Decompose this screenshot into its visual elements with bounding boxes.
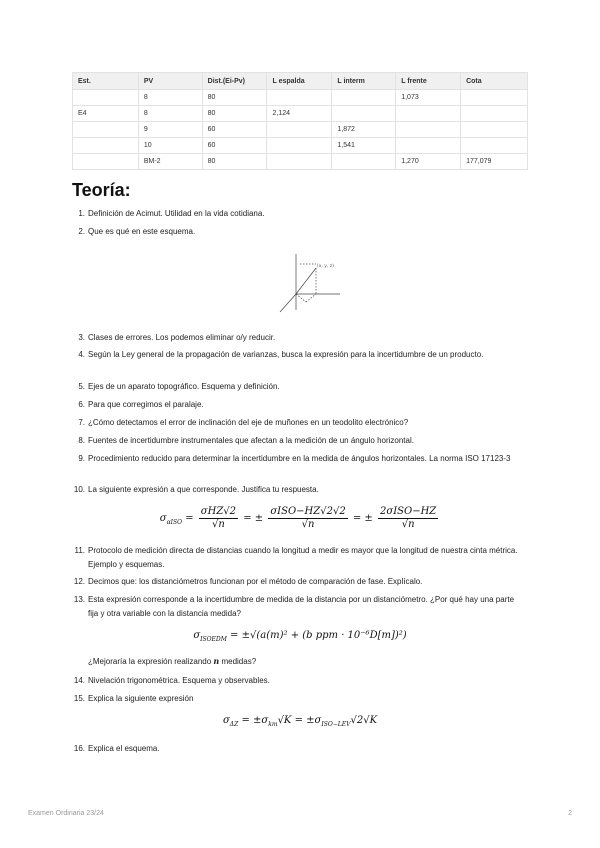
question-3 [78, 331, 518, 345]
formula-operator: = ± [352, 513, 373, 524]
cell [396, 106, 461, 122]
col-l-frente: L frente [396, 73, 461, 90]
cell [461, 138, 528, 154]
question-12 [73, 575, 518, 589]
point-label: (x, y, z) [317, 264, 334, 269]
cell [267, 154, 332, 170]
question-text: Protocolo de medición directa de distancias cuando la longitud a medir es mayor que la longitud de nuestra cinta métrica. Ejemplo y esquemas. [88, 546, 518, 569]
cell [396, 122, 461, 138]
cell [332, 90, 396, 106]
table-row [73, 90, 528, 106]
question-text: Decimos que: los distanciómetros funcionan por el método de comparación de fase. Explícalo. [88, 577, 423, 586]
question-number: 15. [73, 694, 85, 703]
cell: 9 [138, 122, 202, 138]
cell [267, 90, 332, 106]
table-row [73, 122, 528, 138]
denominator: √n [301, 519, 315, 530]
question-number: 9. [78, 454, 85, 463]
cell [396, 138, 461, 154]
cell: E4 [73, 106, 139, 122]
question-text: La siguiente expresión a que corresponde. Justifica tu respuesta. [88, 485, 319, 494]
denominator: √n [212, 519, 225, 530]
cell [267, 138, 332, 154]
question-text: Definición de Acimut. Utilidad en la vida cotidiana. [88, 209, 265, 218]
question-text: Que es qué en este esquema. [88, 227, 196, 236]
question-10 [73, 483, 518, 497]
footer-page-number: 2 [568, 810, 572, 817]
question-number: 12. [73, 577, 85, 586]
formula-15 [0, 715, 600, 728]
footer-exam-label: Examen Ordinaria 23/24 [28, 810, 104, 817]
formula-symbol: σ [159, 513, 167, 524]
question-number: 13. [73, 595, 85, 604]
cell: 60 [202, 138, 267, 154]
question-13-followup [88, 655, 518, 669]
question-number: 5. [78, 382, 85, 391]
question-text: Para que corregimos el paralaje. [88, 400, 204, 409]
x-axis [280, 294, 296, 312]
cell: BM-2 [138, 154, 202, 170]
question-text: Clases de errores. Los podemos eliminar o/y reducir. [88, 333, 276, 342]
col-dist: Dist.(Ei-Pv) [202, 73, 267, 90]
question-number: 10. [73, 485, 85, 494]
question-number: 4. [78, 350, 85, 359]
denominator: √n [401, 519, 415, 530]
cell: 1,270 [396, 154, 461, 170]
formula-subscript: km [268, 721, 278, 728]
question-1 [78, 207, 518, 221]
question-text: Procedimiento reducido para determinar la incertidumbre en la medida de ángulos horizontales. La norma ISO 17123-3 [88, 454, 511, 463]
formula-rhs: = ±√(a(m)² + (b ppm · 10⁻⁶D[m])²) [226, 630, 407, 641]
cell: 8 [138, 90, 202, 106]
fraction [378, 506, 438, 531]
question-number: 16. [73, 744, 85, 753]
col-l-interm: L interm [332, 73, 396, 90]
question-11 [74, 544, 518, 571]
question-15 [73, 692, 518, 706]
numerator: 2σISO−HZ [380, 506, 437, 517]
formula-part: = ±σ [238, 715, 269, 726]
question-14 [73, 674, 518, 688]
table-row [73, 154, 528, 170]
cell [73, 90, 139, 106]
cell [332, 106, 396, 122]
formula-10 [0, 506, 600, 531]
question-number: 6. [78, 400, 85, 409]
cell: 1,872 [332, 122, 396, 138]
followup-text: ¿Mejoraría la expresión realizando [88, 657, 214, 666]
cell: 1,541 [332, 138, 396, 154]
axes-diagram [276, 250, 346, 316]
formula-13 [0, 630, 600, 643]
cell [461, 106, 528, 122]
cell: 80 [202, 106, 267, 122]
question-text: Ejes de un aparato topográfico. Esquema y definición. [88, 382, 280, 391]
question-5 [78, 380, 518, 394]
formula-symbol: σ [222, 715, 230, 726]
numerator: σISO−HZ√2√2 [270, 506, 346, 517]
formula-subscript: ΔZ [229, 721, 239, 728]
table-row [73, 138, 528, 154]
projection-line [296, 294, 306, 302]
question-text: Nivelación trigonométrica. Esquema y observables. [88, 676, 270, 685]
position-vector [296, 268, 316, 294]
cell: 177,079 [461, 154, 528, 170]
cell: 1,073 [396, 90, 461, 106]
question-8 [78, 434, 518, 448]
question-number: 7. [78, 418, 85, 427]
col-est: Est. [73, 73, 139, 90]
cell [332, 154, 396, 170]
question-text: Explica el esquema. [88, 744, 160, 753]
col-l-espalda: L espalda [267, 73, 332, 90]
followup-variable: n [213, 656, 220, 666]
question-text: ¿Cómo detectamos el error de inclinación del eje de muñones en un teodolito electrónico? [88, 418, 409, 427]
question-4 [78, 348, 518, 362]
formula-operator: = [185, 513, 194, 524]
cell [461, 90, 528, 106]
cell [73, 122, 139, 138]
cell: 80 [202, 154, 267, 170]
table-row [73, 106, 528, 122]
projection-line [306, 294, 316, 302]
question-number: 3. [78, 333, 85, 342]
formula-part: √K = ±σ [277, 715, 322, 726]
question-9 [78, 452, 518, 466]
formula-subscript: ISO−LEV [321, 721, 351, 728]
leveling-table [72, 72, 528, 170]
cell: 8 [138, 106, 202, 122]
fraction [268, 506, 347, 531]
col-cota: Cota [461, 73, 528, 90]
cell: 10 [138, 138, 202, 154]
question-7 [78, 416, 518, 430]
cell [461, 122, 528, 138]
col-pv: PV [138, 73, 202, 90]
question-text: Fuentes de incertidumbre instrumentales que afectan a la medición de un ángulo horizontal. [88, 436, 414, 445]
fraction [199, 506, 238, 531]
question-text: Según la Ley general de la propagación de varianzas, busca la expresión para la incertidumbre de un producto. [88, 350, 484, 359]
question-text: Esta expresión corresponde a la incertidumbre de medida de la distancia por un distanciómetro. ¿Por qué hay una parte fija y otra variable con la distancia medida? [88, 595, 515, 618]
question-number: 8. [78, 436, 85, 445]
cell [73, 138, 139, 154]
cell: 60 [202, 122, 267, 138]
formula-subscript: ISOEDM [200, 636, 227, 643]
table-header-row [73, 73, 528, 90]
question-number: 1. [78, 209, 85, 218]
question-number: 11. [74, 546, 85, 555]
question-16 [73, 742, 518, 756]
formula-operator: = ± [243, 513, 264, 524]
question-13 [73, 593, 518, 620]
question-number: 2. [78, 227, 85, 236]
formula-subscript: αISO [166, 519, 183, 526]
section-title: Teoría: [72, 180, 131, 200]
cell: 80 [202, 90, 267, 106]
followup-text: medidas? [219, 657, 257, 666]
numerator: σHZ√2 [200, 506, 237, 517]
formula-part: √2√K [350, 715, 378, 726]
formula-symbol: σ [193, 630, 201, 641]
question-2 [78, 225, 518, 239]
question-text: Explica la siguiente expresión [88, 694, 194, 703]
question-number: 14. [73, 676, 85, 685]
cell [73, 154, 139, 170]
question-6 [78, 398, 518, 412]
cell [267, 122, 332, 138]
cell: 2,124 [267, 106, 332, 122]
